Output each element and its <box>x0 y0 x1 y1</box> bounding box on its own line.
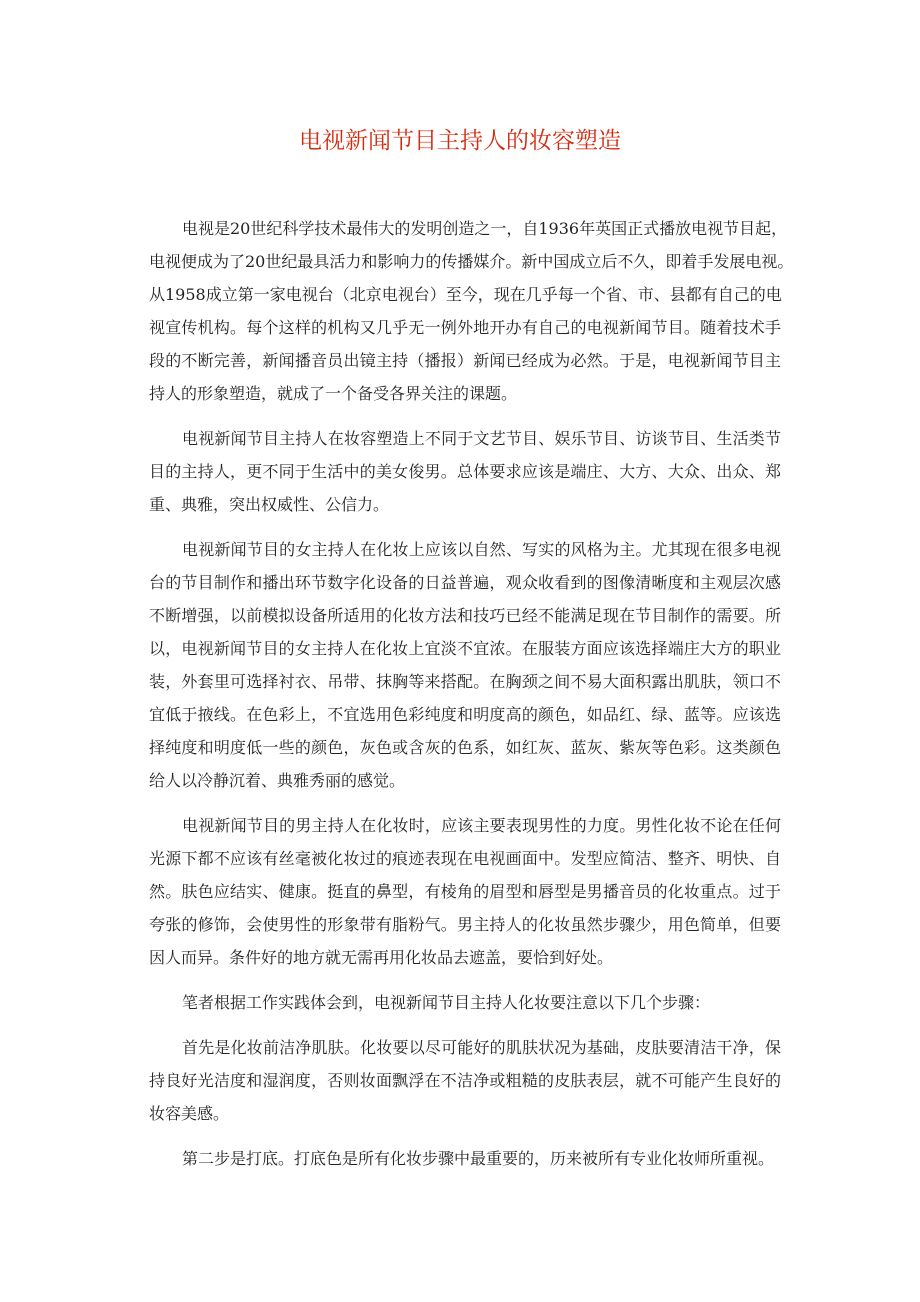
paragraph-line: 给人以冷静沉着、典雅秀丽的感觉。 <box>149 771 406 790</box>
paragraph <box>149 1142 781 1175</box>
paragraph-line: 妆容美感。 <box>149 1104 230 1123</box>
paragraph-line: 夸张的修饰，会使男性的形象带有脂粉气。男主持人的化妆虽然步骤少，用色简单，但要 <box>149 915 781 934</box>
paragraph-line: 装，外套里可选择衬衣、吊带、抹胸等来搭配。在胸颈之间不易大面积露出肌肤，领口不 <box>149 672 781 691</box>
paragraph-line: 宜低于掖线。在色彩上，不宜选用色彩纯度和明度高的颜色，如品红、绿、蓝等。应该选 <box>149 705 781 724</box>
paragraph-line: 目的主持人，更不同于生活中的美女俊男。总体要求应该是端庄、大方、大众、出众、郑 <box>149 462 781 481</box>
paragraph-line: 重、典雅，突出权威性、公信力。 <box>149 495 390 514</box>
paragraph <box>149 212 794 410</box>
paragraph-line: 视宣传机构。每个这样的机构又几乎无一例外地开办有自己的电视新闻节目。随着技术手 <box>149 318 781 337</box>
paragraph <box>149 422 781 521</box>
document-body <box>149 212 794 1187</box>
paragraph-line: 光源下都不应该有丝毫被化妆过的痕迹表现在电视画面中。发型应简洁、整齐、明快、自 <box>149 849 781 868</box>
paragraph-line: 台的节目制作和播出环节数字化设备的日益普遍，观众收看到的图像清晰度和主观层次感 <box>149 573 781 592</box>
paragraph-line: 段的不断完善，新闻播音员出镜主持（播报）新闻已经成为必然。于是，电视新闻节目主 <box>149 351 781 370</box>
paragraph-line: 持人的形象塑造，就成了一个备受各界关注的课题。 <box>149 384 518 403</box>
paragraph <box>149 533 781 797</box>
paragraph-line: 电视新闻节目主持人在妆容塑造上不同于文艺节目、娱乐节目、访谈节目、生活类节 <box>182 429 781 448</box>
paragraph-line: 因人而异。条件好的地方就无需再用化妆品去遮盖，要恰到好处。 <box>149 948 614 967</box>
paragraph-line: 第二步是打底。打底色是所有化妆步骤中最重要的，历来被所有专业化妆师所重视。 <box>182 1149 775 1168</box>
paragraph-line: 笔者根据工作实践体会到，电视新闻节目主持人化妆要注意以下几个步骤： <box>182 993 711 1012</box>
paragraph-line: 电视便成为了20世纪最具活力和影响力的传播媒介。新中国成立后不久，即着手发展电视。 <box>149 252 794 271</box>
paragraph-line: 首先是化妆前洁净肌肤。化妆要以尽可能好的肌肤状况为基础，皮肤要清洁干净，保 <box>182 1038 781 1057</box>
paragraph <box>149 809 781 974</box>
paragraph <box>149 1031 781 1130</box>
paragraph-line: 然。肤色应结实、健康。挺直的鼻型，有棱角的眉型和唇型是男播音员的化妆重点。过于 <box>149 882 781 901</box>
paragraph-line: 电视新闻节目的男主持人在化妆时，应该主要表现男性的力度。男性化妆不论在任何 <box>182 816 781 835</box>
paragraph-line: 电视是20世纪科学技术最伟大的发明创造之一，自1936年英国正式播放电视节目起， <box>182 219 788 238</box>
paragraph-line: 持良好光洁度和湿润度，否则妆面飘浮在不洁净或粗糙的皮肤表层，就不可能产生良好的 <box>149 1071 781 1090</box>
paragraph <box>149 986 781 1019</box>
paragraph-line: 电视新闻节目的女主持人在化妆上应该以自然、写实的风格为主。尤其现在很多电视 <box>182 540 781 559</box>
paragraph-line: 以，电视新闻节目的女主持人在化妆上宜淡不宜浓。在服装方面应该选择端庄大方的职业 <box>149 639 781 658</box>
document-title: 电视新闻节目主持人的妆容塑造 <box>299 128 621 154</box>
paragraph-line: 不断增强，以前模拟设备所适用的化妆方法和技巧已经不能满足现在节目制作的需要。所 <box>149 606 781 625</box>
paragraph-line: 从1958成立第一家电视台（北京电视台）至今，现在几乎每一个省、市、县都有自己的电 <box>149 285 782 304</box>
paragraph-line: 择纯度和明度低一些的颜色，灰色或含灰的色系，如红灰、蓝灰、紫灰等色彩。这类颜色 <box>149 738 781 757</box>
